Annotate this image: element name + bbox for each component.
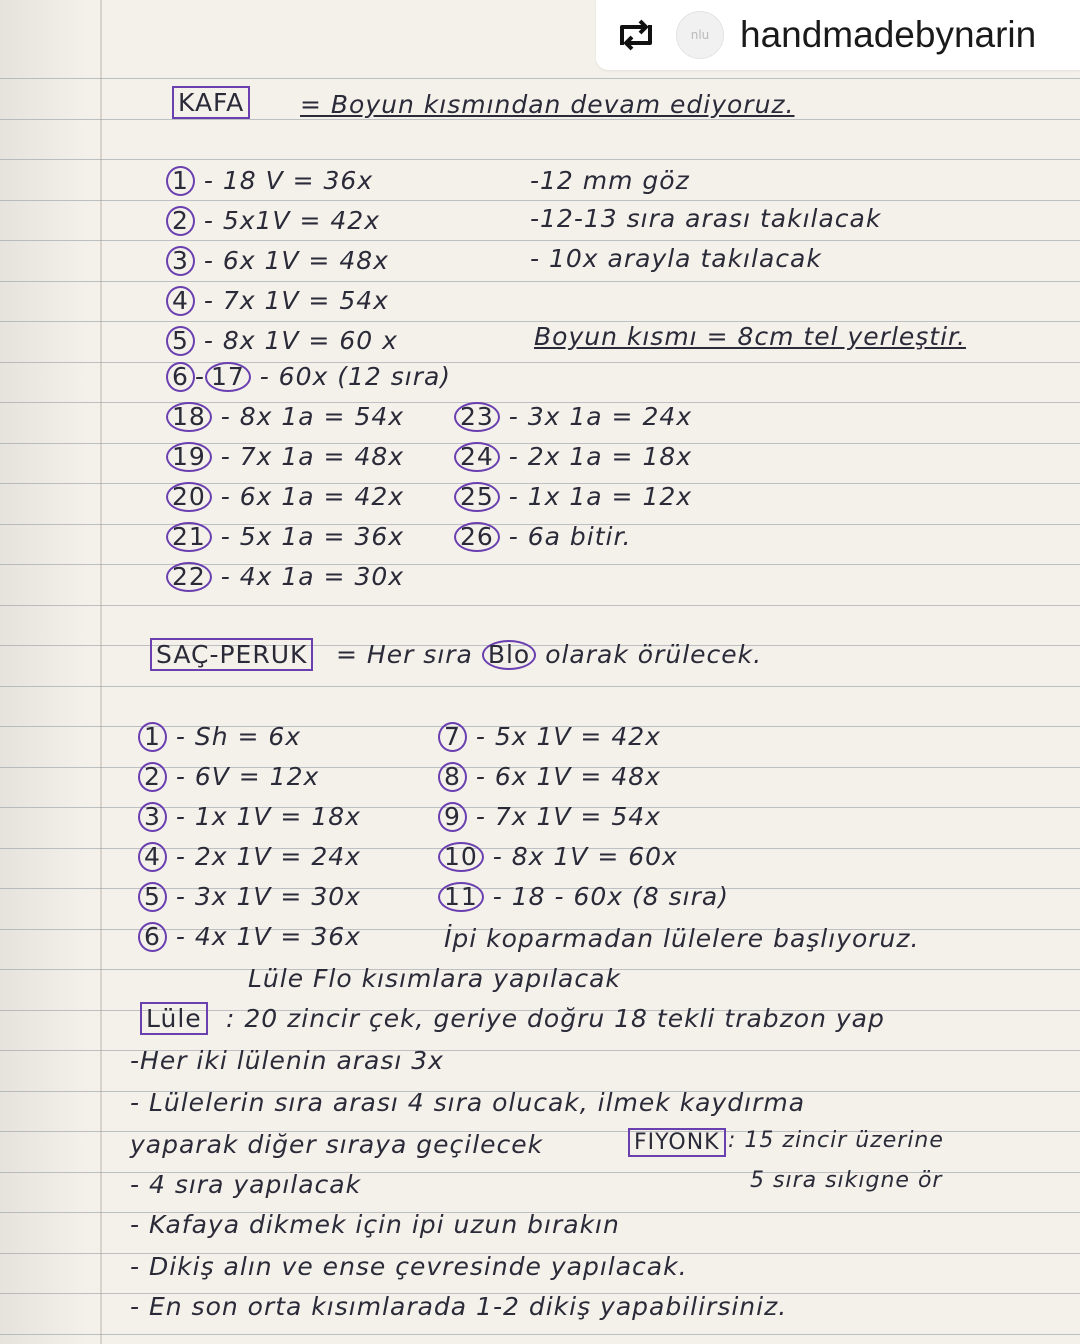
sac-right-row	[438, 842, 678, 872]
kafa-right-row	[454, 442, 692, 472]
kafa-subtitle: = Boyun kısmından devam ediyoruz.	[300, 90, 795, 119]
ruled-line	[0, 605, 1080, 606]
sac-left-row	[138, 842, 361, 872]
kafa-right-row-number: 23	[454, 402, 500, 432]
kafa-row-text: 60x (12 sıra)	[278, 362, 452, 391]
kafa-right-row-text: 2x 1a = 18x	[527, 442, 693, 471]
kafa-note-3: - 10x arayla takılacak	[530, 244, 822, 273]
kafa-row-text: 6x 1a = 42x	[239, 482, 405, 511]
sac-right-row	[438, 722, 661, 752]
dash-separator: -	[211, 402, 240, 431]
kafa-right-row-text: 3x 1a = 24x	[527, 402, 693, 431]
sac-right-row	[438, 802, 661, 832]
ruled-line	[0, 362, 1080, 363]
sac-left-row-text: 1x 1V = 18x	[194, 802, 361, 831]
lule-heading	[140, 1004, 208, 1033]
kafa-row-number: 2	[166, 206, 195, 236]
dash-separator: -	[499, 522, 528, 551]
sac-left-row-text: Sh = 6x	[194, 722, 302, 751]
kafa-row-number: 21	[166, 522, 212, 552]
sac-right-row-text: 5x 1V = 42x	[494, 722, 661, 751]
sac-left-row-number: 4	[138, 842, 167, 872]
dash-separator: -	[499, 482, 528, 511]
repost-icon[interactable]	[612, 15, 660, 55]
repost-header	[596, 0, 1080, 70]
repost-username[interactable]: handmadebynarin	[740, 14, 1037, 55]
avatar[interactable]	[676, 11, 724, 59]
kafa-row-number: 18	[166, 402, 212, 432]
kafa-row	[166, 402, 404, 432]
ruled-line	[0, 564, 1080, 565]
lule-line-7: - Dikiş alın ve ense çevresinde yapılacak.	[130, 1252, 688, 1281]
dash-separator: -	[166, 762, 195, 791]
sac-subtitle-post: olarak örülecek.	[545, 640, 763, 669]
sac-subtitle-pre: = Her sıra	[336, 640, 473, 669]
dash-separator: -	[194, 246, 223, 275]
kafa-row-number: 19	[166, 442, 212, 472]
dash-separator: -	[466, 762, 495, 791]
kafa-row-text: 8x 1V = 60 x	[222, 326, 398, 355]
sac-left-row	[138, 882, 361, 912]
kafa-row-number: 17	[205, 362, 251, 392]
kafa-row-range	[166, 362, 451, 392]
dash-separator: -	[211, 562, 240, 591]
lule-line-5: - 4 sıra yapılacak	[130, 1170, 362, 1199]
sac-note-2: Lüle Flo kısımlara yapılacak	[248, 964, 621, 993]
ruled-line	[0, 240, 1080, 241]
kafa-row-text: 7x 1V = 54x	[222, 286, 389, 315]
sac-note-1: İpi koparmadan lülelere başlıyoruz.	[444, 924, 920, 953]
sac-left-row-number: 5	[138, 882, 167, 912]
dash-separator: -	[166, 882, 195, 911]
dash-separator: -	[194, 286, 223, 315]
kafa-row	[166, 286, 389, 316]
kafa-note-2: -12-13 sıra arası takılacak	[530, 204, 882, 233]
kafa-row-number: 1	[166, 166, 195, 196]
kafa-row-text: 6x 1V = 48x	[222, 246, 389, 275]
kafa-row	[166, 166, 373, 196]
fiyonk-title: FIYONK	[628, 1128, 726, 1157]
sac-right-row-text: 8x 1V = 60x	[511, 842, 678, 871]
kafa-right-row	[454, 522, 631, 552]
sac-left-row	[138, 722, 301, 752]
dash-separator: -	[211, 482, 240, 511]
sac-right-row	[438, 762, 661, 792]
dash-separator: -	[166, 722, 195, 751]
dash-separator: -	[466, 802, 495, 831]
sac-left-row-number: 1	[138, 722, 167, 752]
sac-right-row-number: 7	[438, 722, 467, 752]
sac-left-row-number: 2	[138, 762, 167, 792]
ruled-line	[0, 119, 1080, 120]
sac-left-row-text: 3x 1V = 30x	[194, 882, 361, 911]
sac-heading	[150, 640, 313, 669]
ruled-line	[0, 200, 1080, 201]
avatar-text: nlu	[690, 28, 710, 42]
lule-line-6: - Kafaya dikmek için ipi uzun bırakın	[130, 1210, 620, 1239]
kafa-row-number: 22	[166, 562, 212, 592]
kafa-row-text: 5x1V = 42x	[222, 206, 380, 235]
kafa-row-text: 8x 1a = 54x	[239, 402, 405, 431]
kafa-right-row	[454, 482, 692, 512]
dash-separator: -	[166, 922, 195, 951]
fiyonk-line-2: 5 sıra sıkıgne ör	[750, 1168, 943, 1193]
dash-separator: -	[194, 206, 223, 235]
page-margin	[0, 0, 102, 1344]
ruled-line	[0, 281, 1080, 282]
dash-separator: -	[211, 442, 240, 471]
kafa-row-text: 18 V = 36x	[222, 166, 374, 195]
kafa-row-number: 5	[166, 326, 195, 356]
ruled-line	[0, 78, 1080, 79]
kafa-row-number: 3	[166, 246, 195, 276]
dash-separator: -	[194, 166, 223, 195]
sac-left-row-text: 2x 1V = 24x	[194, 842, 361, 871]
kafa-row-text: 7x 1a = 48x	[239, 442, 405, 471]
sac-subtitle	[336, 640, 762, 670]
kafa-row	[166, 326, 398, 356]
sac-left-row	[138, 802, 361, 832]
kafa-right-row	[454, 402, 692, 432]
kafa-right-row-number: 26	[454, 522, 500, 552]
sac-left-row-text: 4x 1V = 36x	[194, 922, 361, 951]
sac-right-row-number: 8	[438, 762, 467, 792]
sac-right-row-number: 10	[438, 842, 484, 872]
sac-left-row-text: 6V = 12x	[194, 762, 320, 791]
sac-title: SAÇ-PERUK	[150, 638, 313, 671]
kafa-row-number: 6	[166, 362, 195, 392]
sac-left-row-number: 3	[138, 802, 167, 832]
sac-left-row	[138, 762, 319, 792]
lule-title: Lüle	[140, 1002, 208, 1035]
sac-right-row-number: 9	[438, 802, 467, 832]
kafa-right-row-number: 24	[454, 442, 500, 472]
kafa-row	[166, 482, 404, 512]
sac-right-row-text: 18 - 60x (8 sıra)	[511, 882, 729, 911]
kafa-right-row-text: 6a bitir.	[527, 522, 632, 551]
dash-separator: -	[166, 802, 195, 831]
kafa-row-number: 4	[166, 286, 195, 316]
kafa-row-number: 20	[166, 482, 212, 512]
kafa-row	[166, 206, 380, 236]
sac-right-row-text: 7x 1V = 54x	[494, 802, 661, 831]
sac-right-row	[438, 882, 729, 912]
dash-separator: -	[194, 326, 223, 355]
kafa-row	[166, 522, 404, 552]
lule-line-3: - Lülelerin sıra arası 4 sıra olucak, ilmek kaydırma	[130, 1088, 806, 1117]
kafa-neck-note: Boyun kısmı = 8cm tel yerleştir.	[534, 322, 966, 351]
lule-line-4: yaparak diğer sıraya geçilecek	[130, 1130, 544, 1159]
ruled-line	[0, 686, 1080, 687]
lule-line-1: : 20 zincir çek, geriye doğru 18 tekli trabzon yap	[226, 1004, 885, 1033]
dash-separator: -	[483, 882, 512, 911]
kafa-right-row-text: 1x 1a = 12x	[527, 482, 693, 511]
kafa-heading	[172, 88, 250, 117]
sac-subtitle-circle: Blo	[482, 640, 536, 670]
fiyonk-heading	[628, 1130, 726, 1155]
dash-separator: -	[211, 522, 240, 551]
kafa-row	[166, 442, 404, 472]
dash-separator: -	[250, 362, 279, 391]
lule-line-8: - En son orta kısımlarada 1-2 dikiş yapabilirsiniz.	[130, 1292, 788, 1321]
dash-separator: -	[499, 402, 528, 431]
kafa-row-text: -	[194, 362, 205, 391]
kafa-row	[166, 246, 389, 276]
ruled-line	[0, 1334, 1080, 1335]
dash-separator: -	[466, 722, 495, 751]
kafa-note-1: -12 mm göz	[530, 166, 690, 195]
kafa-row-text: 4x 1a = 30x	[239, 562, 405, 591]
kafa-row-text: 5x 1a = 36x	[239, 522, 405, 551]
dash-separator: -	[499, 442, 528, 471]
ruled-line	[0, 159, 1080, 160]
lule-line-2: -Her iki lülenin arası 3x	[130, 1046, 444, 1075]
sac-left-row-number: 6	[138, 922, 167, 952]
kafa-right-row-number: 25	[454, 482, 500, 512]
dash-separator: -	[483, 842, 512, 871]
dash-separator: -	[166, 842, 195, 871]
kafa-title: KAFA	[172, 86, 250, 119]
sac-right-row-text: 6x 1V = 48x	[494, 762, 661, 791]
sac-right-row-number: 11	[438, 882, 484, 912]
kafa-row	[166, 562, 404, 592]
fiyonk-line-1: : 15 zincir üzerine	[728, 1128, 944, 1153]
sac-left-row	[138, 922, 361, 952]
